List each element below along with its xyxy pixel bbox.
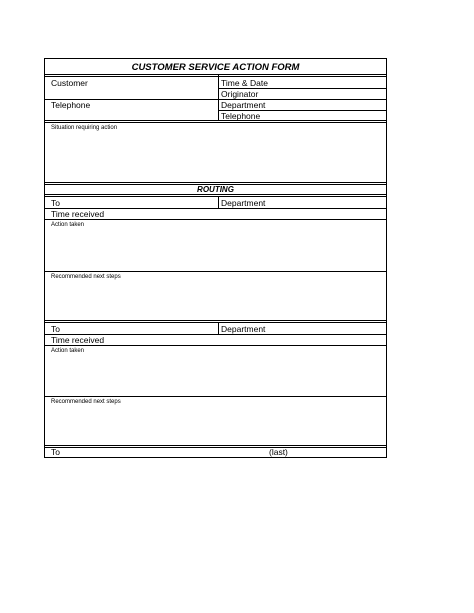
customer-label: Customer (51, 78, 88, 88)
routing1-vertical-divider (218, 197, 219, 208)
routing2-action-taken-label: Action taken (51, 348, 85, 354)
department-label: Department (221, 100, 266, 110)
routing2-bottom-divider (45, 445, 386, 448)
routing2-line-3 (45, 396, 386, 397)
header-line-2 (45, 99, 386, 100)
originator-label: Originator (221, 89, 259, 99)
final-last-label: (last) (269, 447, 288, 457)
time-date-label: Time & Date (221, 78, 268, 88)
final-to-label: To (51, 447, 60, 457)
routing-title: ROUTING (197, 185, 234, 194)
telephone-left-label: Telephone (51, 100, 91, 110)
routing1-time-received-label: Time received (51, 209, 105, 219)
routing-title-divider (45, 194, 386, 197)
routing2-vertical-divider (218, 323, 219, 334)
routing2-department-label: Department (221, 324, 266, 334)
header-bottom-divider (45, 120, 386, 123)
routing1-department-label: Department (221, 198, 266, 208)
routing1-recommended-label: Recommended next steps (51, 274, 121, 280)
telephone-right-label: Telephone (221, 111, 261, 121)
routing2-time-received-label: Time received (51, 335, 105, 345)
routing2-line-2 (45, 345, 386, 346)
form-title: CUSTOMER SERVICE ACTION FORM (131, 62, 300, 73)
title-divider (45, 74, 386, 77)
routing2-to-label: To (51, 324, 60, 334)
routing2-recommended-label: Recommended next steps (51, 399, 121, 405)
situation-label: Situation requiring action (51, 125, 118, 131)
routing1-line-3 (45, 271, 386, 272)
header-vertical-divider (218, 74, 219, 121)
routing1-to-label: To (51, 198, 60, 208)
customer-service-action-form (44, 58, 387, 458)
routing1-action-taken-label: Action taken (51, 222, 85, 228)
routing1-bottom-divider (45, 320, 386, 323)
routing1-line-2 (45, 219, 386, 220)
